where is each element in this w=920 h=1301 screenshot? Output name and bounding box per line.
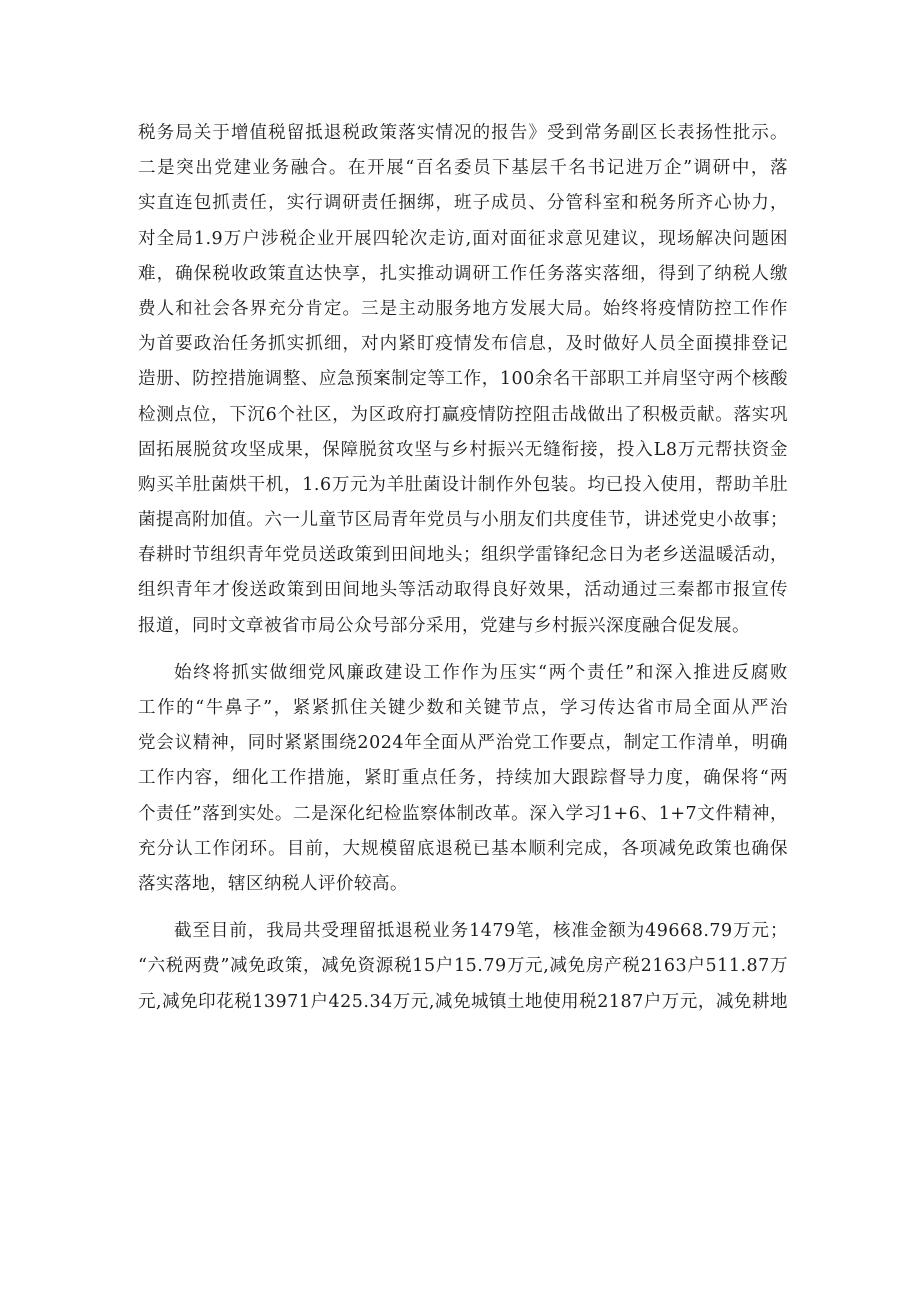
text-line: 二是突出党建业务融合。在开展“百名委员下基层千名书记进万企”调研中，落 xyxy=(138,158,788,179)
paragraph-clean-government xyxy=(138,656,788,902)
body-text xyxy=(138,116,788,1020)
text-line: 对全局1.9万户涉税企业开展四轮次走访,面对面征求意见建议，现场解决问题困 xyxy=(138,228,788,249)
text-line: 充分认工作闭环。目前，大规模留底退税已基本顺利完成，各项减免政策也确保 xyxy=(138,838,788,859)
paragraph-gap xyxy=(138,902,788,914)
text-line: 菌提高附加值。六一儿童节区局青年党员与小朋友们共度佳节，讲述党史小故事； xyxy=(138,510,788,531)
text-line: 党会议精神，同时紧紧围绕2024年全面从严治党工作要点，制定工作清单，明确 xyxy=(138,733,788,754)
text-line: 税务局关于增值税留抵退税政策落实情况的报告》受到常务副区长表扬性批示。 xyxy=(138,123,788,143)
text-line: 实直连包抓责任，实行调研责任捆绑，班子成员、分管科室和税务所齐心协力， xyxy=(138,193,788,214)
text-line: 检测点位，下沉6个社区，为区政府打赢疫情防控阻击战做出了积极贡献。落实巩 xyxy=(138,404,788,425)
text-line: 始终将抓实做细党风廉政建设工作作为压实“两个责任”和深入推进反腐败 xyxy=(174,662,788,683)
paragraph-gap xyxy=(138,644,788,656)
paragraph-tax-statistics xyxy=(138,914,788,1020)
text-line: 费人和社会各界充分肯定。三是主动服务地方发展大局。始终将疫情防控工作作 xyxy=(138,298,788,319)
text-line: 落实落地，辖区纳税人评价较高。 xyxy=(138,873,408,894)
text-line: 难，确保税收政策直达快享，扎实推动调研工作任务落实落细，得到了纳税人缴 xyxy=(138,263,788,284)
text-line: 个责任”落到实处。二是深化纪检监察体制改革。深入学习1+6、1+7文件精神， xyxy=(138,803,788,824)
text-line: 购买羊肚菌烘干机，1.6万元为羊肚菌设计制作外包装。均已投入使用，帮助羊肚 xyxy=(138,474,788,495)
text-line: 工作的“牛鼻子”，紧紧抓住关键少数和关键节点，学习传达省市局全面从严治 xyxy=(138,698,788,718)
text-line: 截至目前，我局共受理留抵退税业务1479笔，核准金额为49668.79万元； xyxy=(174,921,788,942)
text-line: “六税两费”减免政策，减免资源税15户15.79万元,减免房产税2163户511.87万 xyxy=(138,956,788,977)
text-line: 为首要政治任务抓实抓细，对内紧盯疫情发布信息，及时做好人员全面摸排登记 xyxy=(138,334,788,355)
text-line: 元,减免印花税13971户425.34万元,减免城镇土地使用税2187户万元，减免耕地 xyxy=(138,991,788,1012)
text-line: 春耕时节组织青年党员送政策到田间地头；组织学雷锋纪念日为老乡送温暖活动， xyxy=(138,545,788,566)
text-line: 造册、防控措施调整、应急预案制定等工作，100余名干部职工并肩坚守两个核酸 xyxy=(138,369,788,390)
paragraph-party-building xyxy=(138,116,788,644)
text-line: 组织青年才俊送政策到田间地头等活动取得良好效果，活动通过三秦都市报宣传 xyxy=(138,580,788,601)
text-line: 工作内容，细化工作措施，紧盯重点任务，持续加大跟踪督导力度，确保将“两 xyxy=(138,768,788,789)
text-line: 报道，同时文章被省市局公众号部分采用，党建与乡村振兴深度融合促发展。 xyxy=(138,615,750,636)
text-line: 固拓展脱贫攻坚成果，保障脱贫攻坚与乡村振兴无缝衔接，投入L8万元帮扶资金 xyxy=(138,439,788,460)
